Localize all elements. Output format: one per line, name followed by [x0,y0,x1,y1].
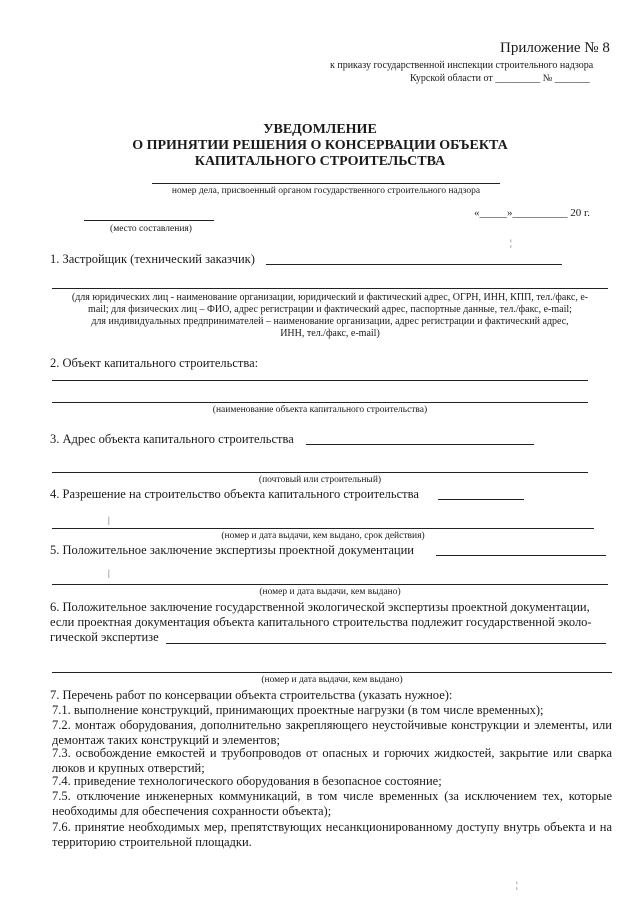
works-item-7-5: 7.5. отключение инженерных коммуникаций, в том числе временных (за исключением тех, которые необходимы для обеспечения сохранности объекта); [52,789,612,818]
scan-mark: | [108,568,110,578]
permit-field-1[interactable] [438,499,524,500]
title-line-3: КАПИТАЛЬНОГО СТРОИТЕЛЬСТВА [194,154,446,169]
order-date-line: Курской области от _________ № _______ [410,73,590,84]
works-item-7-6: 7.6. принятие необходимых мер, препятствующих несанкционированному доступу внутрь объекта и на территорию строительной площадки. [52,820,612,849]
place-caption: (место составления) [110,224,192,234]
developer-note-3: для индивидуальных предпринимателей – наименование организации, адрес регистрации и фактический адрес, [91,316,569,327]
developer-note-4: ИНН, тел./факс, e-mail) [280,328,380,339]
title-line-1: УВЕДОМЛЕНИЕ [263,122,377,137]
scan-mark: | [108,515,110,525]
works-heading: 7. Перечень работ по консервации объекта строительства (указать нужное): [50,688,453,702]
order-reference-line: к приказу государственной инспекции строительного надзора [330,60,594,71]
expertise-caption: (номер и дата выдачи, кем выдано) [259,587,401,597]
developer-note-1: (для юридических лиц - наименование организации, юридический и фактический адрес, ОГРН, ИНН, КПП, тел./факс, e- [71,292,589,303]
eco-expertise-field-2[interactable] [52,672,612,673]
scan-mark: ¦ [510,238,512,248]
date-field[interactable]: «_____»__________ 20 г. [474,207,591,219]
developer-label: 1. Застройщик (технический заказчик) [50,252,255,266]
address-label: 3. Адрес объекта капитального строительства [50,432,294,446]
works-item-7-3: 7.3. освобождение емкостей и трубопроводов от опасных и горючих жидкостей, закрытие или сварка люков и крупных отверстий; [52,746,612,775]
eco-expertise-field-1[interactable] [166,643,606,644]
developer-note-2: mail; для физических лиц – ФИО, адрес регистрации и фактический адрес, паспортные данные, тел./факс, e-mail; [88,304,572,315]
developer-field[interactable] [266,264,562,265]
works-item-7-4: 7.4. приведение технологического оборудования в безопасное состояние; [52,774,442,788]
place-field[interactable] [84,220,214,221]
eco-expertise-line-2: если проектная документация объекта капитального строительства подлежит государственной эколо- [50,615,592,629]
object-field-1[interactable] [52,380,588,381]
case-number-caption: номер дела, присвоенный органом государственного строительного надзора [171,186,481,196]
object-field-2[interactable] [52,402,588,403]
eco-expertise-line-3: гической экспертизе [50,630,159,644]
eco-expertise-line-1: 6. Положительное заключение государственной экологической экспертизы проектной документации, [50,600,590,614]
object-caption: (наименование объекта капитального строительства) [212,405,428,415]
eco-expertise-caption: (номер и дата выдачи, кем выдано) [261,675,403,685]
title-line-2: О ПРИНЯТИИ РЕШЕНИЯ О КОНСЕРВАЦИИ ОБЪЕКТА [132,138,508,153]
permit-field-2[interactable] [52,528,594,529]
permit-label: 4. Разрешение на строительство объекта капитального строительства [50,487,419,501]
works-item-7-1: 7.1. выполнение конструкций, принимающих проектные нагрузки (в том числе временных); [52,703,544,717]
expertise-field-1[interactable] [436,555,606,556]
developer-field-2[interactable] [52,288,608,289]
object-label: 2. Объект капитального строительства: [50,356,259,370]
case-number-field[interactable] [152,183,500,184]
scan-mark: ¦ [516,880,518,890]
works-item-7-2: 7.2. монтаж оборудования, дополнительно закрепляющего неустойчивые конструкции и элементы, или демонтаж таких конструкций и элементов; [52,718,612,747]
address-field-1[interactable] [306,444,534,445]
permit-caption: (номер и дата выдачи, кем выдано, срок действия) [221,531,425,541]
address-caption: (почтовый или строительный) [258,475,382,485]
expertise-label: 5. Положительное заключение экспертизы проектной документации [50,543,414,557]
address-field-2[interactable] [52,472,588,473]
expertise-field-2[interactable] [52,584,608,585]
appendix-number: Приложение № 8 [500,40,610,56]
